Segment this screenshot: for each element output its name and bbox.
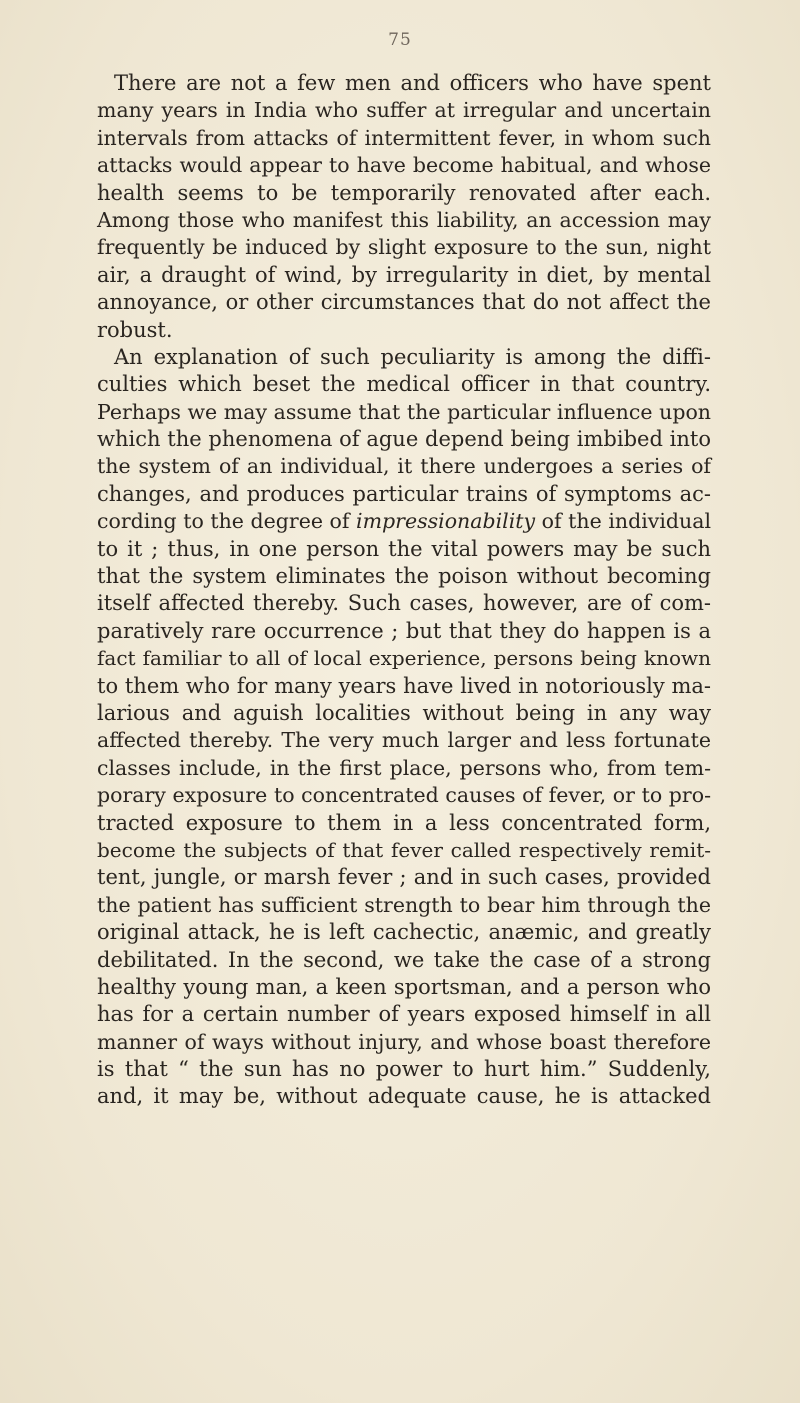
text-line: health seems to be temporarily renovated after each. [97,180,711,205]
text-line-with-italic [97,508,711,535]
text-line: Among those who manifest this liability, an accession may [97,207,711,232]
text-line: is that “ the sun has no power to hurt him.” Suddenly, [97,1057,711,1082]
text-line: classes include, in the first place, persons who, from tem- [97,755,711,780]
text-line: manner of ways without injury, and whose boast therefore [97,1029,711,1054]
text-line: debilitated. In the second, we take the case of a strong [97,947,711,972]
text-line: tracted exposure to them in a less concentrated form, [97,810,711,835]
text-line: Perhaps we may assume that the particular influence upon [97,399,711,424]
text-line: fact familiar to all of local experience, persons being known [97,646,711,671]
text-line: porary exposure to concentrated causes of fever, or to pro- [97,783,711,808]
text-line: itself affected thereby. Such cases, however, are of com- [97,591,711,616]
text-line: has for a certain number of years exposed himself in all [97,1002,711,1027]
text-line: larious and aguish localities without being in any way [97,700,711,725]
text-line: that the system eliminates the poison without becoming [97,564,711,589]
text-line: annoyance, or other circumstances that do not affect the [97,290,711,315]
text-line: to it ; thus, in one person the vital powers may be such [97,536,711,561]
text-line: the system of an individual, it there undergoes a series of [97,454,711,479]
text-line: attacks would appear to have become habitual, and whose [97,153,711,178]
text-line: the patient has sufficient strength to bear him through the [97,892,711,917]
text-line: There are not a few men and officers who have spent [114,71,711,95]
text-line: changes, and produces particular trains of symptoms ac- [97,481,711,506]
text-line: which the phenomena of ague depend being imbibed into [97,427,711,452]
text-line: paratively rare occurrence ; but that they do happen is a [97,618,711,643]
text-segment: cording to the degree of [97,509,357,534]
text-line: original attack, he is left cachectic, anæmic, and greatly [97,920,711,945]
text-line: to them who for many years have lived in notoriously ma- [97,673,711,698]
text-line: and, it may be, without adequate cause, he is attacked [97,1084,711,1109]
text-line: healthy young man, a keen sportsman, and a person who [97,974,711,999]
text-line: many years in India who suffer at irregular and uncertain [97,98,711,123]
italic-term: impressionability [356,509,536,534]
body-text [97,70,711,1111]
text-segment: of the individual [535,509,711,534]
text-line: An explanation of such peculiarity is among the diffi- [114,344,711,369]
text-line: become the subjects of that fever called respectively remit- [97,837,711,862]
text-line: culties which beset the medical officer in that country. [97,372,711,397]
text-line: intervals from attacks of intermittent fever, in whom such [97,125,711,150]
text-line: tent, jungle, or marsh fever ; and in such cases, provided [97,865,711,890]
text-line: air, a draught of wind, by irregularity in diet, by mental [97,262,711,287]
text-line: frequently be induced by slight exposure to the sun, night [97,235,711,260]
text-line: robust. [97,317,173,342]
page-number: 75 [388,30,412,50]
text-line: affected thereby. The very much larger and less fortunate [97,728,711,753]
